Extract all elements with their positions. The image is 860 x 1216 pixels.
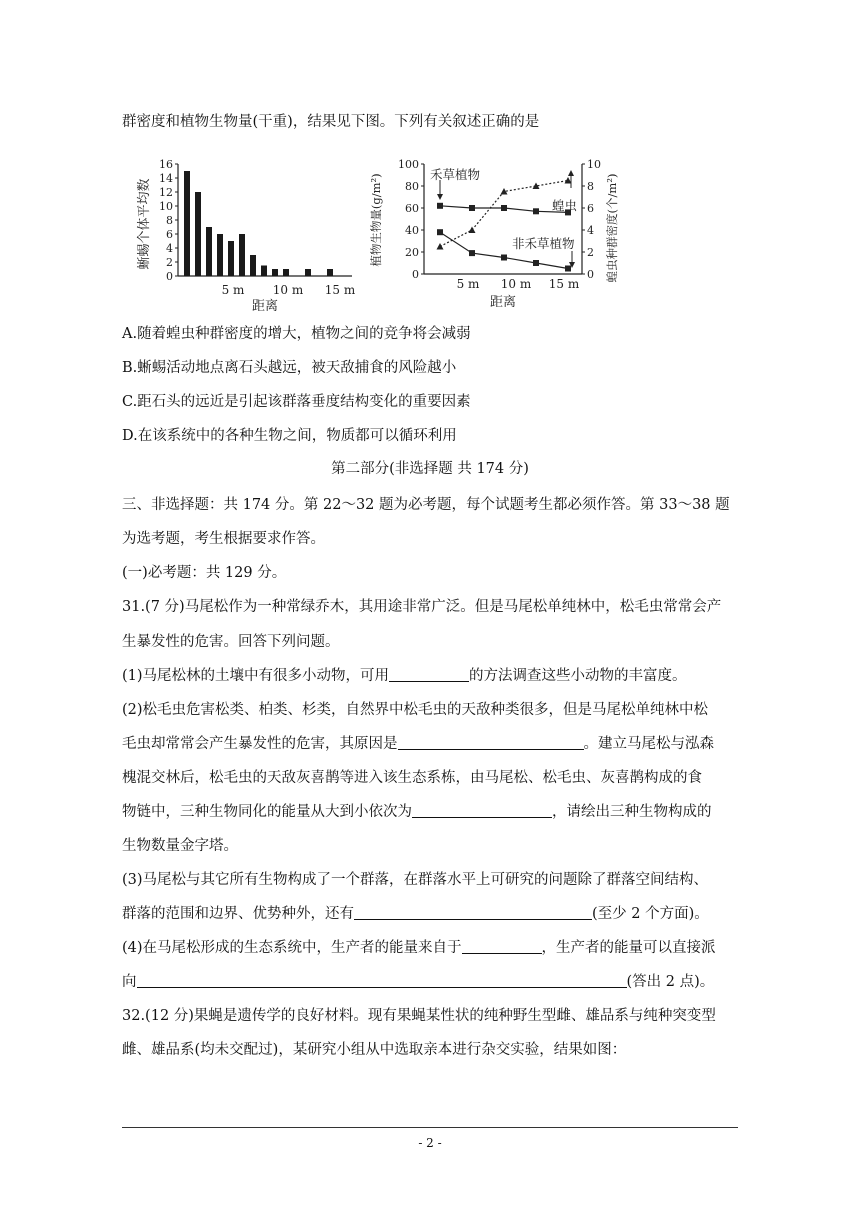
biomass-locust-line-chart bbox=[368, 150, 628, 314]
lizard-bar bbox=[261, 266, 267, 277]
right-ytick-right-label: 6 bbox=[587, 202, 594, 215]
q31-part4-line2-a: 向 bbox=[122, 974, 137, 990]
lizard-bar bbox=[250, 255, 256, 276]
right-xtick-5m: 5 m bbox=[456, 277, 480, 291]
q31-part2-line2-b: 。建立马尾松与泓森 bbox=[583, 736, 714, 752]
biomass-point bbox=[501, 255, 507, 261]
right-ytick-right-label: 0 bbox=[587, 268, 594, 281]
left-ytick-label: 4 bbox=[166, 242, 173, 255]
right-ytick-right-label: 10 bbox=[587, 158, 601, 171]
left-ytick-label: 0 bbox=[166, 270, 173, 283]
q31-part1 bbox=[122, 666, 687, 686]
right-ylabel-right: 蝗虫种群密度(个/m²) bbox=[605, 173, 619, 283]
label-nongrass: 非禾草植物 bbox=[512, 236, 575, 251]
biomass-point bbox=[469, 205, 475, 211]
right-xlabel: 距离 bbox=[489, 295, 517, 310]
left-ytick-label: 14 bbox=[159, 172, 173, 185]
right-ytick-left-label: 20 bbox=[405, 246, 419, 259]
right-ytick-left-label: 0 bbox=[412, 268, 419, 281]
label-locust: 蝗虫 bbox=[552, 198, 578, 213]
section-title: 第二部分(非选择题 共 174 分) bbox=[331, 461, 529, 477]
q31-part2-line4-a: 物链中，三种生物同化的能量从大到小依次为 bbox=[122, 804, 412, 820]
left-xlabel: 距离 bbox=[251, 299, 279, 314]
answer-blank-5[interactable] bbox=[462, 939, 542, 954]
q31-part4-line2-b: (答出 2 点)。 bbox=[626, 974, 715, 990]
q31-part2-line2-a: 毛虫却常常会产生暴发性的危害，其原因是 bbox=[122, 736, 398, 752]
option-a: A.随着蝗虫种群密度的增大，植物之间的竞争将会减弱 bbox=[122, 326, 471, 342]
left-xtick-15m: 15 m bbox=[324, 283, 356, 297]
right-ylabel-left: 植物生物量(g/m²) bbox=[369, 173, 383, 267]
option-c: C.距石头的远近是引起该群落垂度结构变化的重要因素 bbox=[122, 394, 471, 410]
q31-part2-line1: (2)松毛虫危害松类、柏类、杉类，自然界中松毛虫的天敌种类很多，但是马尾松单纯林中松 bbox=[122, 702, 709, 718]
q31-part4-line1-a: (4)在马尾松形成的生态系统中，生产者的能量来自于 bbox=[122, 940, 462, 956]
locust-point bbox=[469, 227, 476, 234]
footer-rule bbox=[122, 1127, 738, 1128]
q31-part1-b: 的方法调查这些小动物的丰富度。 bbox=[469, 668, 687, 684]
q31-part3-line2 bbox=[122, 904, 709, 924]
q31-part2-line3: 槐混交林后，松毛虫的天敌灰喜鹊等进入该生态系栋，由马尾松、松毛虫、灰喜鹊构成的食 bbox=[122, 770, 702, 786]
q31-part3-line1: (3)马尾松与其它所有生物构成了一个群落，在群落水平上可研究的问题除了群落空间结构、 bbox=[122, 872, 709, 888]
biomass-point bbox=[565, 266, 571, 272]
q31-part2-line4 bbox=[122, 802, 712, 822]
q31-part2-line5: 生物数量金字塔。 bbox=[122, 838, 238, 854]
required-label: (一)必考题：共 129 分。 bbox=[122, 565, 287, 581]
q32-line1: 32.(12 分)果蝇是遗传学的良好材料。现有果蝇某性状的纯种野生型雌、雄品系与纯种突变型 bbox=[122, 1008, 716, 1024]
biomass-point bbox=[533, 260, 539, 266]
lizard-bar bbox=[206, 227, 212, 276]
page-number: - 2 - bbox=[418, 1136, 442, 1150]
q32-line2: 雌、雄品系(均未交配过)，某研究小组从中选取亲本进行杂交实验，结果如图： bbox=[122, 1042, 627, 1058]
left-xtick-5m: 5 m bbox=[221, 283, 245, 297]
right-ytick-left-label: 40 bbox=[405, 224, 419, 237]
q31-part3-line2-a: 群落的范围和边界、优势种外，还有 bbox=[122, 906, 354, 922]
locust-point bbox=[565, 177, 572, 184]
right-ytick-left-label: 100 bbox=[398, 158, 419, 171]
q31-part4-line2 bbox=[122, 972, 714, 992]
right-ytick-left-label: 80 bbox=[405, 180, 419, 193]
label-grass: 禾草植物 bbox=[430, 167, 481, 182]
left-ylabel: 蜥蜴个体平均数 bbox=[137, 178, 152, 270]
lizard-bar bbox=[228, 241, 234, 276]
left-ytick-label: 16 bbox=[159, 158, 173, 171]
left-ytick-label: 12 bbox=[159, 186, 173, 199]
lizard-bar bbox=[184, 171, 190, 276]
lizard-bar bbox=[195, 192, 201, 276]
right-xtick-10m: 10 m bbox=[500, 277, 532, 291]
right-ytick-right-label: 8 bbox=[587, 180, 594, 193]
answer-blank-1[interactable] bbox=[389, 667, 469, 682]
q31-part4-line1-b: ，生产者的能量可以直接派 bbox=[541, 940, 716, 956]
left-ytick-label: 2 bbox=[166, 256, 173, 269]
q31-part4-line1 bbox=[122, 938, 716, 958]
lizard-bar bbox=[327, 269, 333, 276]
biomass-point bbox=[533, 208, 539, 214]
q31-part1-a: (1)马尾松林的土壤中有很多小动物，可用 bbox=[122, 668, 390, 684]
lizard-bar bbox=[283, 269, 289, 276]
option-d: D.在该系统中的各种生物之间，物质都可以循环利用 bbox=[122, 428, 457, 444]
biomass-point bbox=[437, 203, 443, 209]
q31-part3-line2-b: (至少 2 个方面)。 bbox=[592, 906, 709, 922]
locust-point bbox=[437, 243, 444, 250]
left-ytick-label: 10 bbox=[159, 200, 173, 213]
answer-blank-6[interactable] bbox=[137, 973, 627, 988]
left-ytick-label: 8 bbox=[166, 214, 173, 227]
biomass-point bbox=[469, 250, 475, 256]
lizard-bar bbox=[305, 269, 311, 276]
left-ytick-label: 6 bbox=[166, 228, 173, 241]
right-ytick-right-label: 2 bbox=[587, 246, 594, 259]
lizard-bar bbox=[217, 234, 223, 276]
lizard-bar bbox=[272, 269, 278, 276]
intro-line: 群密度和植物生物量(干重)，结果见下图。下列有关叙述正确的是 bbox=[122, 114, 540, 130]
left-xtick-10m: 10 m bbox=[272, 283, 304, 297]
lizard-bar-chart bbox=[128, 150, 366, 314]
right-ytick-right-label: 4 bbox=[587, 224, 594, 237]
biomass-point bbox=[437, 229, 443, 235]
answer-blank-4[interactable] bbox=[354, 905, 592, 920]
q31-line2: 生暴发性的危害。回答下列问题。 bbox=[122, 634, 340, 650]
right-xtick-15m: 15 m bbox=[548, 277, 580, 291]
right-ytick-left-label: 60 bbox=[405, 202, 419, 215]
answer-blank-2[interactable] bbox=[398, 735, 584, 750]
option-b: B.蜥蜴活动地点离石头越远，被天敌捕食的风险越小 bbox=[122, 360, 457, 376]
lizard-bar bbox=[239, 234, 245, 276]
biomass-point bbox=[501, 205, 507, 211]
q31-part2-line4-b: ，请绘出三种生物构成的 bbox=[552, 804, 712, 820]
section3-line2: 为选考题，考生根据要求作答。 bbox=[122, 531, 325, 547]
q31-part2-line2 bbox=[122, 734, 714, 754]
q31-line1: 31.(7 分)马尾松作为一种常绿乔木，其用途非常广泛。但是马尾松单纯林中，松毛虫常常会产 bbox=[122, 599, 722, 615]
answer-blank-3[interactable] bbox=[412, 803, 552, 818]
section3-line1: 三、非选择题：共 174 分。第 22～32 题为必考题，每个试题考生都必须作答。第 33～38 题 bbox=[122, 497, 730, 513]
